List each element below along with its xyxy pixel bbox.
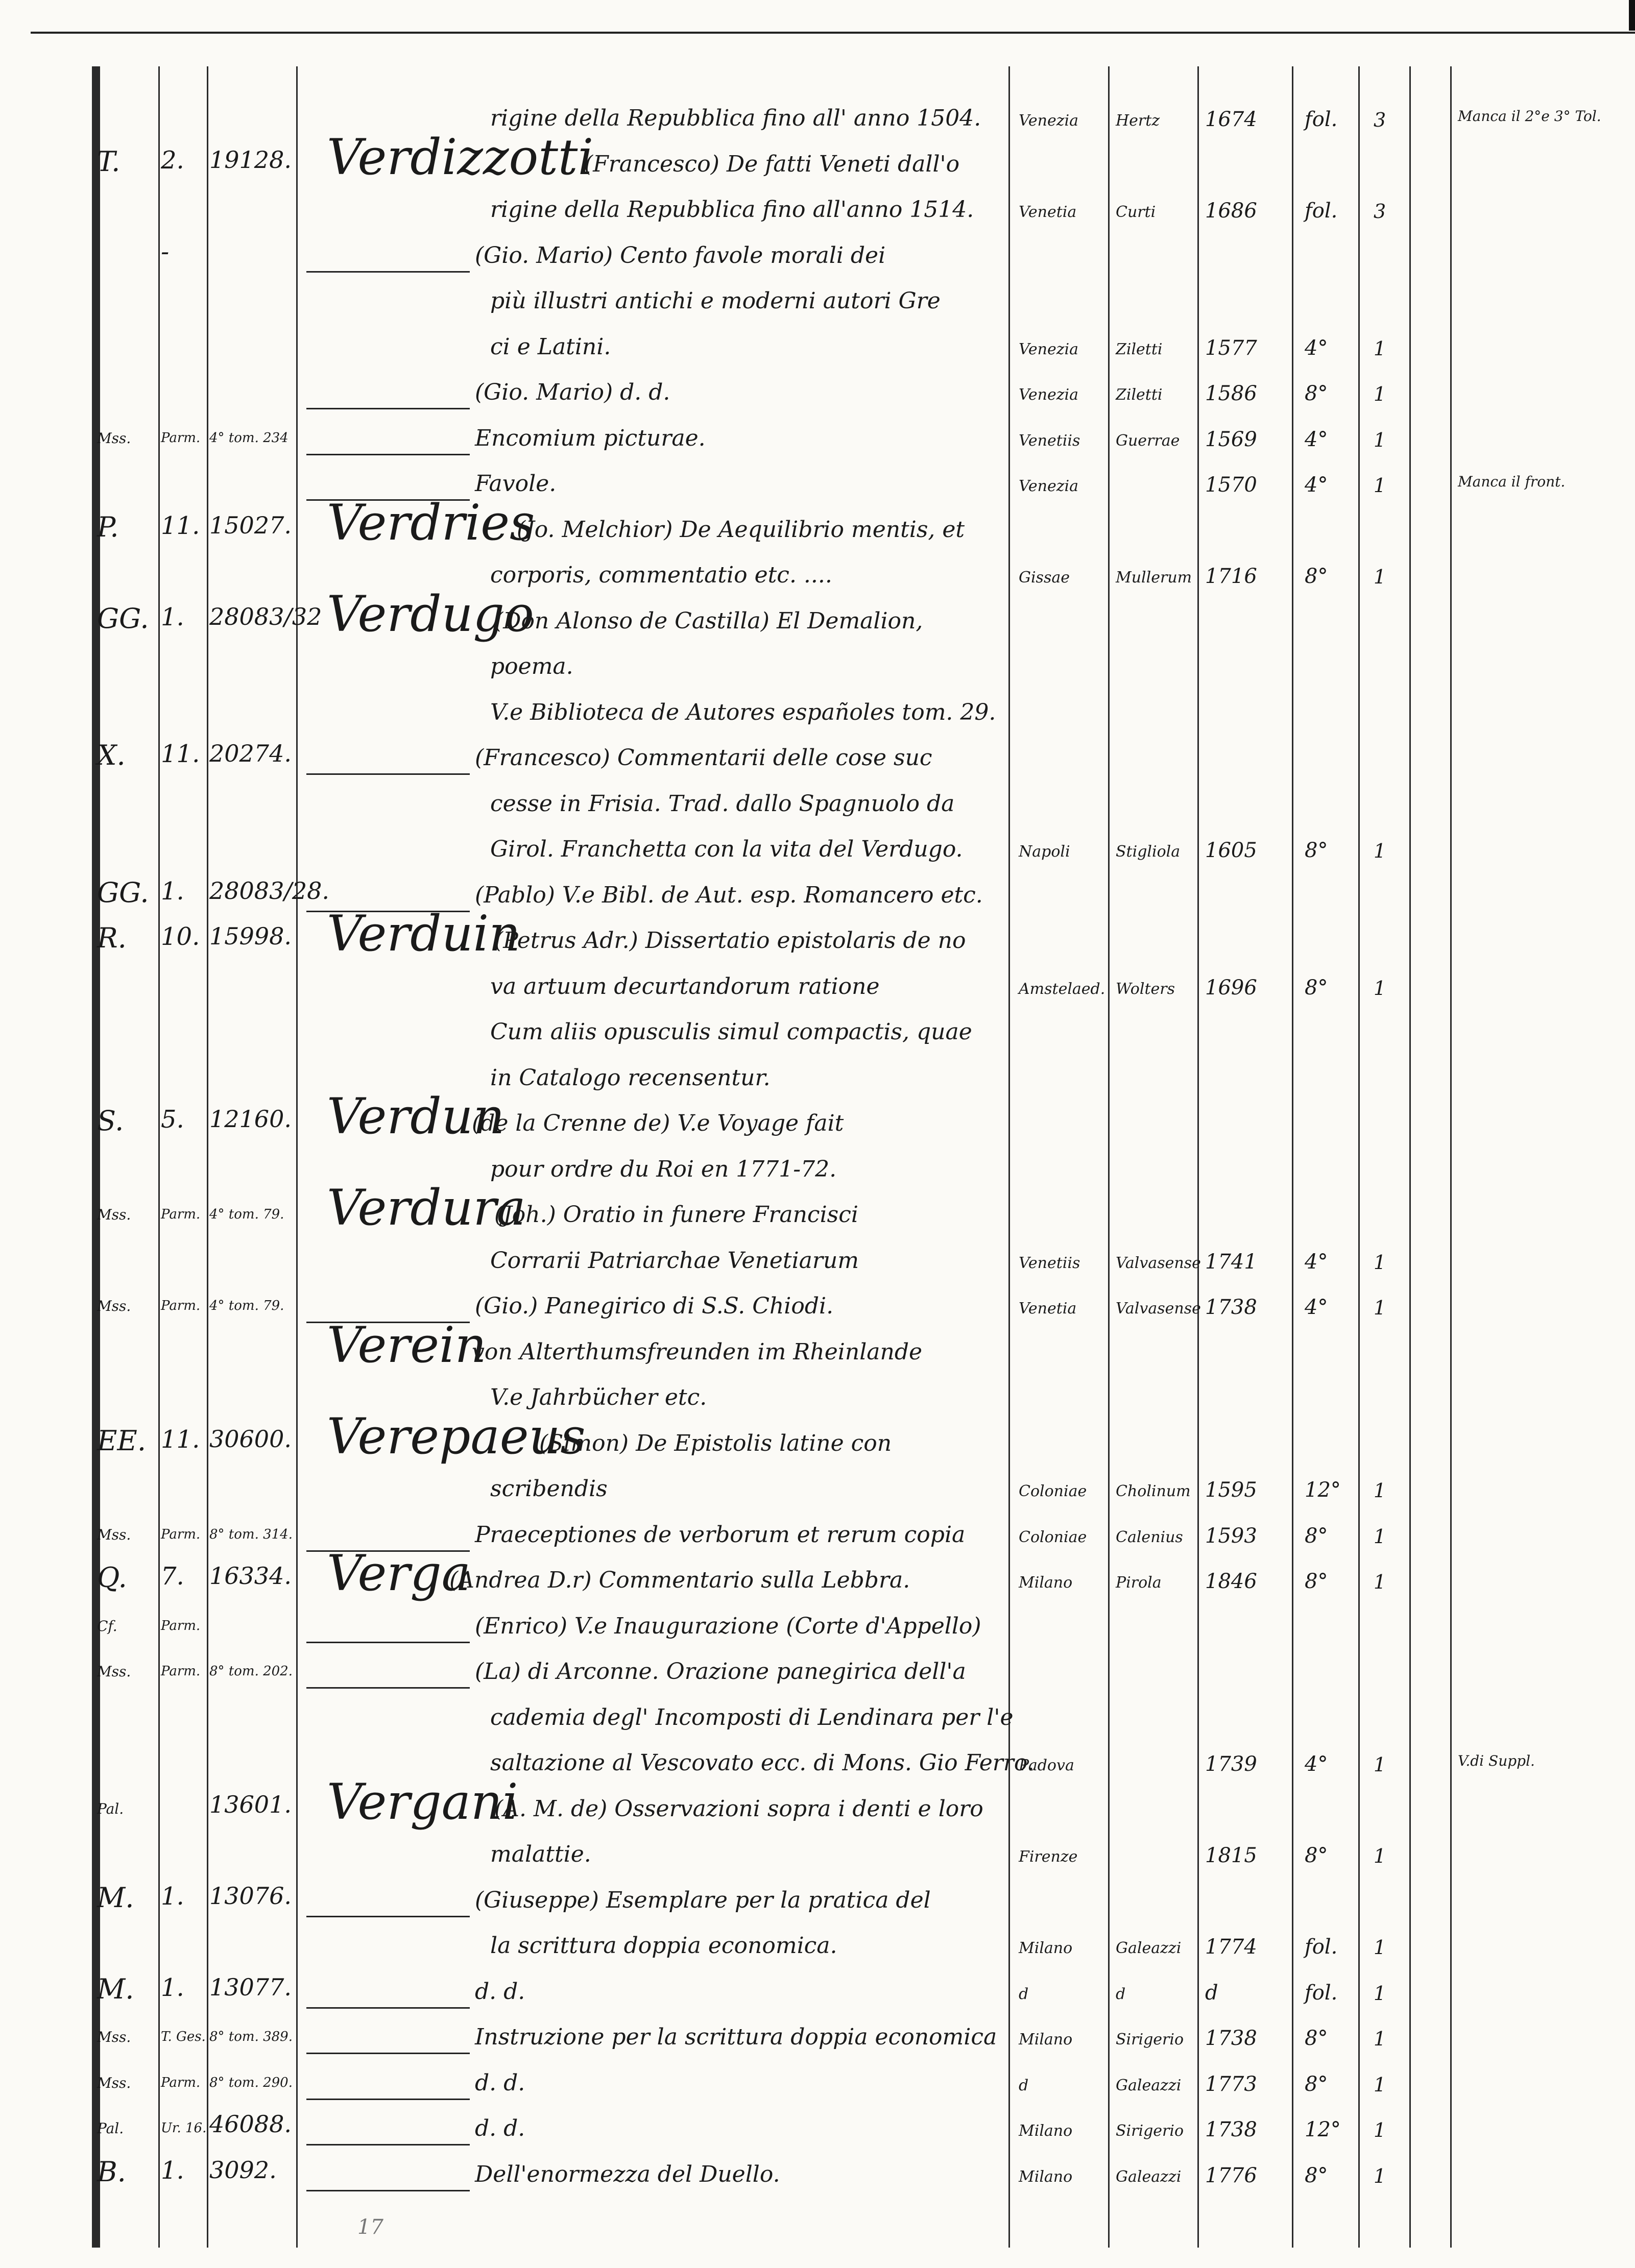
printer-name: d <box>1116 1985 1126 2003</box>
entry-title: von Alterthumsfreunden im Rheinlande <box>472 1338 923 1365</box>
entry-title: rigine della Repubblica fino all'anno 1514. <box>490 197 974 223</box>
catalog-row <box>0 2021 1635 2062</box>
catalog-row <box>0 788 1635 828</box>
book-format: 8° <box>1305 2027 1328 2050</box>
shelf-number: Parm. <box>161 1207 201 1222</box>
inventory-number: 8° tom. 314. <box>209 1526 293 1542</box>
volume-count: 1 <box>1374 1251 1386 1274</box>
volume-count: 1 <box>1374 1845 1386 1867</box>
shelf-signature: X. <box>97 739 126 771</box>
shelf-signature: S. <box>97 1105 124 1137</box>
printer-name: Curti <box>1116 203 1156 221</box>
volume-count: 1 <box>1374 1479 1386 1502</box>
shelf-number: Parm. <box>161 1618 201 1633</box>
year-of-printing: 1605 <box>1205 839 1257 862</box>
place-of-printing: Coloniae <box>1019 1482 1087 1500</box>
year-of-printing: 1738 <box>1205 2118 1257 2141</box>
inventory-number: 13077. <box>209 1973 292 2001</box>
book-format: 8° <box>1305 1570 1328 1593</box>
entry-heading: Verdries <box>327 494 535 551</box>
volume-count: 1 <box>1374 1936 1386 1959</box>
volume-count: 1 <box>1374 2073 1386 2096</box>
book-format: fol. <box>1305 1935 1338 1959</box>
volume-count: 1 <box>1374 474 1386 497</box>
volume-count: 1 <box>1374 1571 1386 1593</box>
place-of-printing: Venetia <box>1019 1300 1077 1318</box>
catalog-row <box>0 1473 1635 1514</box>
shelf-signature: T. <box>97 145 121 178</box>
entry-title: scribendis <box>490 1476 608 1502</box>
catalog-row <box>0 876 1635 920</box>
catalog-row <box>0 1930 1635 1970</box>
catalog-row <box>0 102 1635 143</box>
place-of-printing: Napoli <box>1019 843 1070 861</box>
inventory-number: 28083/28. <box>209 876 329 905</box>
ditto-dash <box>306 2099 470 2100</box>
printer-name: Stigliola <box>1116 843 1181 861</box>
printer-name: Hertz <box>1116 112 1160 130</box>
shelf-signature: Q. <box>97 1562 127 1594</box>
year-of-printing: 1774 <box>1205 1935 1257 1959</box>
entry-title: Cum aliis opusculis simul compactis, quae <box>490 1019 972 1045</box>
place-of-printing: Venetiis <box>1019 1254 1080 1272</box>
catalog-row <box>0 696 1635 737</box>
shelf-signature: M. <box>97 1972 134 2005</box>
book-format: fol. <box>1305 1981 1338 2005</box>
year-of-printing: 1586 <box>1205 382 1257 405</box>
page-edge-mark <box>1629 0 1635 31</box>
book-format: 8° <box>1305 1524 1328 1548</box>
volume-count: 1 <box>1374 2119 1386 2141</box>
book-format: 8° <box>1305 2163 1328 2187</box>
inventory-number: 8° tom. 389. <box>209 2029 293 2044</box>
catalog-row <box>0 1519 1635 1559</box>
book-format: 4° <box>1305 427 1328 451</box>
entry-title: d. d. <box>475 2069 525 2096</box>
catalog-row <box>0 2155 1635 2199</box>
shelf-signature: R. <box>97 922 127 954</box>
page-top-rule <box>31 32 1635 34</box>
entry-title: più illustri antichi e moderni autori Gre <box>490 288 941 314</box>
year-of-printing: d <box>1205 1981 1218 2005</box>
printer-name: Galeazzi <box>1116 1939 1182 1957</box>
year-of-printing: 1674 <box>1205 108 1257 131</box>
year-of-printing: 1773 <box>1205 2072 1257 2096</box>
entry-title: Encomium picturae. <box>475 425 706 451</box>
catalog-row <box>0 559 1635 600</box>
shelf-number: Parm. <box>161 2075 201 2090</box>
place-of-printing: Milano <box>1019 1574 1073 1592</box>
place-of-printing: Venezia <box>1019 477 1079 495</box>
year-of-printing: 1577 <box>1205 336 1257 360</box>
place-of-printing: Venezia <box>1019 112 1079 130</box>
place-of-printing: Venezia <box>1019 386 1079 404</box>
printer-name: Sirigerio <box>1116 2122 1184 2140</box>
printer-name: Valvasense <box>1116 1300 1201 1318</box>
entry-title: Corrarii Patriarchae Venetiarum <box>490 1247 859 1274</box>
catalog-row <box>0 285 1635 326</box>
entry-title: (Andrea D.r) Commentario sulla Lebbra. <box>449 1567 910 1593</box>
entry-title: cesse in Frisia. Trad. dallo Spagnuolo da <box>490 790 955 817</box>
volume-count: 1 <box>1374 566 1386 588</box>
inventory-number: 12160. <box>209 1105 292 1133</box>
entry-title: V.e Biblioteca de Autores españoles tom. 29. <box>490 699 996 725</box>
inventory-number: 13601. <box>209 1790 292 1818</box>
catalog-row <box>0 2112 1635 2153</box>
entry-title: Praeceptiones de verborum et rerum copia <box>475 1521 966 1548</box>
entry-title: in Catalogo recensentur. <box>490 1064 771 1091</box>
catalog-row <box>0 585 1635 646</box>
catalog-row <box>0 1062 1635 1103</box>
inventory-number: 13076. <box>209 1882 292 1910</box>
shelf-signature: GG. <box>97 602 149 635</box>
shelf-number: 2. <box>161 145 184 175</box>
inventory-number: 4° tom. 234 <box>209 430 288 446</box>
place-of-printing: Firenze <box>1019 1848 1078 1866</box>
year-of-printing: 1741 <box>1205 1250 1257 1274</box>
year-of-printing: 1739 <box>1205 1752 1257 1776</box>
printer-name: Cholinum <box>1116 1482 1191 1500</box>
entry-heading: Vergani <box>327 1773 518 1831</box>
catalog-row <box>0 1747 1635 1788</box>
shelf-signature: Mss. <box>97 2029 131 2045</box>
ditto-dash <box>306 1916 470 1917</box>
catalog-row <box>0 1290 1635 1331</box>
shelf-signature: M. <box>97 1881 134 1914</box>
book-format: 4° <box>1305 1250 1328 1274</box>
book-format: 8° <box>1305 382 1328 405</box>
year-of-printing: 1593 <box>1205 1524 1257 1548</box>
place-of-printing: Milano <box>1019 2167 1073 2186</box>
catalog-row <box>0 331 1635 372</box>
inventory-number: 30600. <box>209 1425 292 1453</box>
catalog-row <box>0 376 1635 417</box>
year-of-printing: 1595 <box>1205 1478 1257 1502</box>
ditto-dash <box>306 454 470 455</box>
year-of-printing: 1570 <box>1205 473 1257 497</box>
book-format: 8° <box>1305 565 1328 588</box>
book-format: 4° <box>1305 1296 1328 1319</box>
printer-name: Wolters <box>1116 980 1175 998</box>
inventory-number: 16334. <box>209 1562 292 1590</box>
book-format: fol. <box>1305 108 1338 131</box>
entry-title: (Giuseppe) Esemplare per la pratica del <box>475 1887 931 1913</box>
inventory-number: 8° tom. 290. <box>209 2075 293 2090</box>
year-of-printing: 1815 <box>1205 1844 1257 1867</box>
entry-title: (de la Crenne de) V.e Voyage fait <box>472 1110 844 1136</box>
ditto-dash <box>306 773 470 775</box>
entry-title: saltazione al Vescovato ecc. di Mons. Gio Ferro. <box>490 1750 1035 1776</box>
entry-heading: Verdura <box>327 1179 526 1236</box>
shelf-signature: Mss. <box>97 1206 131 1223</box>
printer-name: Ziletti <box>1116 340 1163 358</box>
catalog-row <box>0 1655 1635 1696</box>
shelf-signature: Pal. <box>97 2120 124 2137</box>
shelf-signature: Mss. <box>97 1298 131 1314</box>
entry-title: (Francesco) De fatti Veneti dall'o <box>584 151 960 177</box>
book-format: 12° <box>1305 2118 1341 2141</box>
ditto-dash <box>306 1687 470 1689</box>
inventory-number: 28083/32 <box>209 602 322 630</box>
catalog-row <box>0 1545 1635 1605</box>
printer-name: Valvasense <box>1116 1254 1201 1272</box>
inventory-number: 4° tom. 79. <box>209 1207 284 1222</box>
place-of-printing: d <box>1019 1985 1029 2003</box>
entry-title: cademia degl' Incomposti di Lendinara per l'e <box>490 1704 1014 1730</box>
catalog-row <box>0 1016 1635 1057</box>
place-of-printing: Amstelaed. <box>1019 980 1105 998</box>
place-of-printing: Milano <box>1019 2031 1073 2048</box>
entry-heading: Verdugo <box>327 585 534 643</box>
catalog-row <box>0 739 1635 783</box>
place-of-printing: Padova <box>1019 1757 1074 1774</box>
volume-count: 3 <box>1374 109 1386 131</box>
shelf-signature: Mss. <box>97 2074 131 2091</box>
volume-count: 1 <box>1374 383 1386 405</box>
catalog-row <box>0 970 1635 1011</box>
entry-heading: Verein <box>327 1316 487 1374</box>
book-format: 8° <box>1305 839 1328 862</box>
year-of-printing: 1569 <box>1205 427 1257 451</box>
year-of-printing: 1776 <box>1205 2163 1257 2187</box>
volume-count: 1 <box>1374 1525 1386 1548</box>
volume-count: 1 <box>1374 337 1386 360</box>
catalog-row <box>0 468 1635 508</box>
catalog-row <box>0 1245 1635 1285</box>
shelf-signature: GG. <box>97 876 149 909</box>
shelf-number: 1. <box>161 2156 184 2185</box>
inventory-number: 8° tom. 202. <box>209 1664 293 1679</box>
shelf-signature: EE. <box>97 1424 147 1457</box>
entry-title: va artuum decurtandorum ratione <box>490 973 880 999</box>
entry-title: la scrittura doppia economica. <box>490 1933 837 1959</box>
catalog-row <box>0 422 1635 463</box>
catalog-row <box>0 494 1635 554</box>
catalog-row <box>0 128 1635 189</box>
inventory-number: 19128. <box>209 145 292 174</box>
volume-count: 1 <box>1374 977 1386 999</box>
volume-count: 1 <box>1374 428 1386 451</box>
book-format: 4° <box>1305 336 1328 360</box>
shelf-number: 5. <box>161 1105 184 1134</box>
shelf-number: - <box>161 237 170 266</box>
ditto-dash <box>306 2190 470 2191</box>
shelf-signature: P. <box>97 510 119 543</box>
entry-heading: Verduin <box>327 905 521 962</box>
shelf-number: Parm. <box>161 1298 201 1313</box>
margin-note: Manca il front. <box>1458 473 1566 490</box>
entry-title: (Simon) De Epistolis latine con <box>539 1430 892 1456</box>
catalog-row <box>0 1381 1635 1422</box>
printer-name: Ziletti <box>1116 386 1163 404</box>
book-format: 4° <box>1305 1752 1328 1776</box>
year-of-printing: 1686 <box>1205 199 1257 223</box>
place-of-printing: Venetiis <box>1019 431 1080 450</box>
printer-name: Guerrae <box>1116 431 1180 450</box>
year-of-printing: 1716 <box>1205 565 1257 588</box>
shelf-signature: B. <box>97 2155 126 2188</box>
shelf-number: T. Ges. <box>161 2029 206 2044</box>
year-of-printing: 1738 <box>1205 2027 1257 2050</box>
place-of-printing: Venetia <box>1019 203 1077 221</box>
book-format: 8° <box>1305 1844 1328 1867</box>
volume-count: 3 <box>1374 200 1386 223</box>
printer-name: Mullerum <box>1116 569 1192 587</box>
margin-note: Manca il 2°e 3° Tol. <box>1458 108 1601 125</box>
book-format: 8° <box>1305 2072 1328 2096</box>
place-of-printing: Milano <box>1019 2122 1073 2140</box>
ditto-dash <box>306 271 470 273</box>
entry-title: d. d. <box>475 1978 525 2005</box>
entry-title: Dell'enormezza del Duello. <box>475 2161 780 2187</box>
shelf-number: 1. <box>161 1973 184 2002</box>
entry-title: Favole. <box>475 471 557 497</box>
year-of-printing: 1696 <box>1205 976 1257 999</box>
shelf-number: 1. <box>161 602 184 631</box>
entry-title: d. d. <box>475 2115 525 2141</box>
volume-count: 1 <box>1374 1753 1386 1776</box>
entry-title: (Jo. Melchior) De Aequilibrio mentis, et <box>517 516 965 543</box>
entry-title: rigine della Repubblica fino all' anno 1504. <box>490 105 981 131</box>
entry-title: poema. <box>490 653 573 679</box>
catalog-row <box>0 2067 1635 2108</box>
catalog-row <box>0 1838 1635 1879</box>
entry-title: (Gio. Mario) Cento favole morali dei <box>475 242 886 269</box>
entry-title: (Pablo) V.e Bibl. de Aut. esp. Romancero etc. <box>475 882 983 908</box>
catalog-row <box>0 1972 1635 2016</box>
printer-name: Sirigerio <box>1116 2031 1184 2048</box>
shelf-number: 11. <box>161 740 200 768</box>
shelf-signature: Mss. <box>97 429 131 447</box>
catalog-row <box>0 239 1635 280</box>
shelf-number: Parm. <box>161 1664 201 1679</box>
entry-heading: Verepaeus <box>327 1407 586 1465</box>
entry-title: Girol. Franchetta con la vita del Verdugo. <box>490 836 963 862</box>
entry-title: (La) di Arconne. Orazione panegirica dell'a <box>475 1659 966 1685</box>
entry-title: (Francesco) Commentarii delle cose suc <box>475 745 932 771</box>
ditto-dash <box>306 2053 470 2054</box>
catalog-row <box>0 1407 1635 1468</box>
volume-count: 1 <box>1374 2164 1386 2187</box>
catalog-row <box>0 1179 1635 1239</box>
ditto-dash <box>306 2144 470 2145</box>
place-of-printing: Coloniae <box>1019 1528 1087 1546</box>
entry-heading: Verdun <box>327 1088 505 1145</box>
shelf-signature: Cf. <box>97 1617 117 1635</box>
shelf-number: Parm. <box>161 1526 201 1542</box>
entry-heading: Verdizzotti <box>327 128 594 186</box>
shelf-signature: Pal. <box>97 1800 124 1817</box>
year-of-printing: 1846 <box>1205 1570 1257 1593</box>
shelf-number: 1. <box>161 876 184 906</box>
shelf-number: 10. <box>161 922 200 951</box>
catalog-row <box>0 1153 1635 1194</box>
year-of-printing: 1738 <box>1205 1296 1257 1319</box>
catalog-row <box>0 833 1635 874</box>
ditto-dash <box>306 1642 470 1643</box>
entry-title: (Enrico) V.e Inaugurazione (Corte d'Appello) <box>475 1613 981 1639</box>
printer-name: Pirola <box>1116 1574 1162 1592</box>
shelf-number: 11. <box>161 511 200 540</box>
ditto-dash <box>306 408 470 409</box>
shelf-number: 11. <box>161 1425 200 1454</box>
inventory-number: 15998. <box>209 922 292 950</box>
entry-title: (Gio.) Panegirico di S.S. Chiodi. <box>475 1293 834 1319</box>
inventory-number: 20274. <box>209 740 292 767</box>
entry-title: malattie. <box>490 1841 591 1867</box>
book-format: 12° <box>1305 1478 1341 1502</box>
shelf-signature: Mss. <box>97 1526 131 1543</box>
shelf-number: Ur. 16. <box>161 2120 207 2136</box>
catalog-row <box>0 1773 1635 1834</box>
place-of-printing: Gissae <box>1019 569 1070 587</box>
inventory-number: 4° tom. 79. <box>209 1298 284 1313</box>
inventory-number: 46088. <box>209 2110 292 2138</box>
printer-name: Galeazzi <box>1116 2167 1182 2186</box>
volume-count: 1 <box>1374 840 1386 862</box>
printer-name: Calenius <box>1116 1528 1183 1546</box>
entry-title: Instruzione per la scrittura doppia economica <box>475 2024 997 2050</box>
entry-heading: Verga <box>327 1545 471 1602</box>
catalog-row <box>0 1316 1635 1377</box>
catalog-row <box>0 1088 1635 1148</box>
volume-count: 1 <box>1374 1982 1386 2005</box>
entry-title: (Gio. Mario) d. d. <box>475 379 670 405</box>
book-format: fol. <box>1305 199 1338 223</box>
inventory-number: 3092. <box>209 2156 277 2184</box>
shelf-number: 7. <box>161 1562 184 1591</box>
entry-title: (Joh.) Oratio in funere Francisci <box>494 1202 858 1228</box>
entry-title: V.e Jahrbücher etc. <box>490 1384 707 1410</box>
catalog-row <box>0 193 1635 234</box>
entry-title: (Don Alonso de Castilla) El Demalion, <box>494 607 923 634</box>
place-of-printing: Milano <box>1019 1939 1073 1957</box>
volume-count: 1 <box>1374 2028 1386 2050</box>
book-format: 4° <box>1305 473 1328 497</box>
catalog-row <box>0 905 1635 965</box>
catalog-row <box>0 1610 1635 1651</box>
book-format: 8° <box>1305 976 1328 999</box>
place-of-printing: d <box>1019 2076 1029 2094</box>
shelf-number: Parm. <box>161 430 201 446</box>
entry-title: ci e Latini. <box>490 333 611 360</box>
entry-title: corporis, commentatio etc. .... <box>490 562 832 588</box>
entry-title: (Petrus Adr.) Dissertatio epistolaris de no <box>494 928 966 954</box>
inventory-number: 15027. <box>209 511 292 539</box>
printer-name: Galeazzi <box>1116 2076 1182 2094</box>
shelf-signature: Mss. <box>97 1663 131 1680</box>
place-of-printing: Venezia <box>1019 340 1079 358</box>
catalog-row <box>0 650 1635 691</box>
entry-title: (A. M. de) Osservazioni sopra i denti e loro <box>494 1795 983 1822</box>
volume-count: 1 <box>1374 1297 1386 1319</box>
catalog-row <box>0 1881 1635 1925</box>
page-footer-mark: 17 <box>357 2215 383 2239</box>
entry-title: pour ordre du Roi en 1771-72. <box>490 1156 837 1182</box>
shelf-number: 1. <box>161 1882 184 1911</box>
catalog-row <box>0 1701 1635 1742</box>
margin-note: V.di Suppl. <box>1458 1752 1535 1769</box>
ditto-dash <box>306 2007 470 2009</box>
